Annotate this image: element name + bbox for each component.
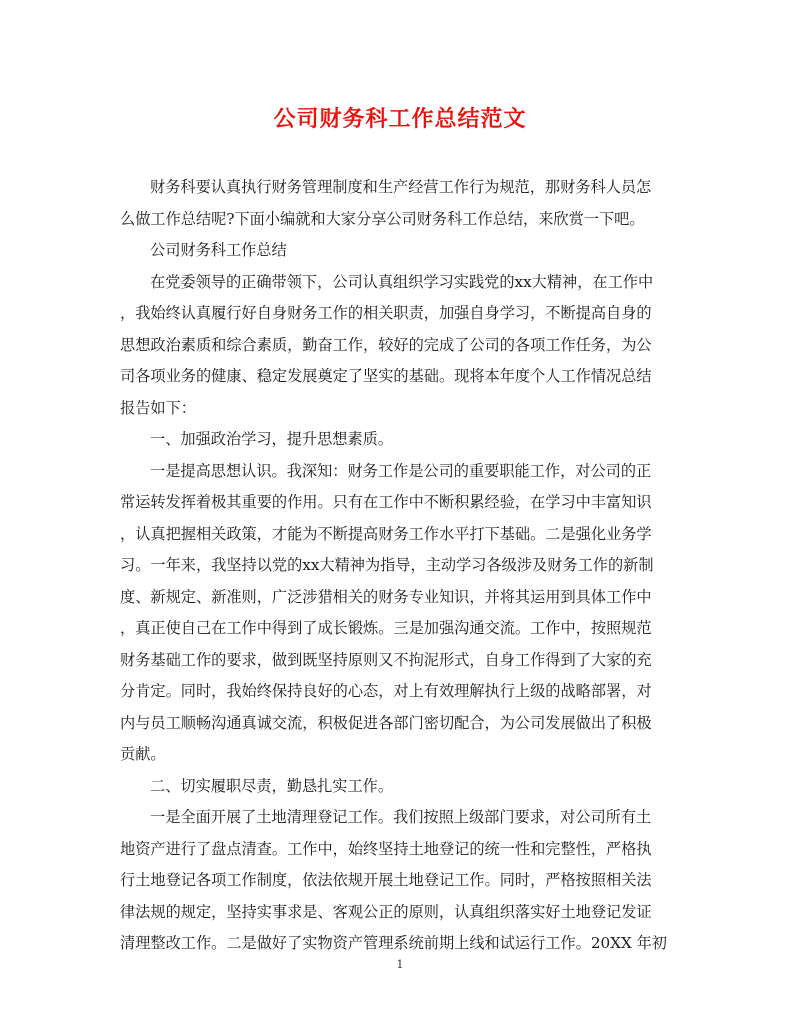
section-heading: 公司财务科工作总结 — [150, 241, 287, 259]
paragraph-line: 内与员工顺畅沟通真诚交流，积极促进各部门密切配合，为公司发展做出了积极 — [120, 713, 652, 732]
paragraph-line: 常运转发挥着极其重要的作用。只有在工作中不断积累经验，在学习中丰富知识 — [120, 493, 652, 511]
paragraph-line: 司各项业务的健康、稳定发展奠定了坚实的基础。现将本年度个人工作情况总结 — [120, 367, 652, 385]
paragraph-line: 一是提高思想认识。我深知：财务工作是公司的重要职能工作，对公司的正 — [150, 461, 652, 480]
section-heading: 二、切实履职尽责，勤恳扎实工作。 — [150, 776, 393, 795]
paragraph-line: 贡献。 — [120, 745, 166, 763]
paragraph-line: 思想政治素质和综合素质，勤奋工作，较好的完成了公司的各项工作任务，为公 — [120, 335, 652, 354]
paragraph-line: 地资产进行了盘点清查。工作中，始终坚持土地登记的统一性和完整性，严格执 — [120, 839, 652, 858]
paragraph-line: ，真正使自己在工作中得到了成长锻炼。三是加强沟通交流。工作中，按照规范 — [120, 619, 652, 637]
paragraph-line: 度、新规定、新准则，广泛涉猎相关的财务专业知识，并将其运用到具体工作中 — [120, 587, 652, 606]
paragraph-line: 在党委领导的正确带领下，公司认真组织学习实践党的xx大精神，在工作中 — [150, 272, 654, 291]
paragraph-line: 分肯定。同时，我始终保持良好的心态，对上有效理解执行上级的战略部署，对 — [120, 682, 652, 700]
page-number: 1 — [396, 958, 404, 971]
paragraph-line: 行土地登记各项工作制度，依法依规开展土地登记工作。同时，严格按照相关法 — [120, 871, 652, 889]
paragraph-line: 一是全面开展了土地清理登记工作。我们按照上级部门要求，对公司所有土 — [150, 808, 652, 826]
document-title: 公司财务科工作总结范文 — [273, 106, 527, 132]
paragraph-line: 么做工作总结呢?下面小编就和大家分享公司财务科工作总结，来欣赏一下吧。 — [120, 209, 645, 228]
section-heading: 一、加强政治学习，提升思想素质。 — [150, 430, 393, 448]
paragraph-line: 报告如下： — [120, 398, 196, 417]
paragraph-line: 清理整改工作。二是做好了实物资产管理系统前期上线和试运行工作。20XX 年初 — [120, 934, 667, 952]
paragraph-line: 律法规的规定，坚持实事求是、客观公正的原则，认真组织落实好土地登记发证 — [120, 902, 652, 921]
paragraph-line: 习。一年来，我坚持以党的xx大精神为指导，主动学习各级涉及财务工作的新制 — [120, 556, 654, 574]
paragraph-line: ，我始终认真履行好自身财务工作的相关职责，加强自身学习，不断提高自身的 — [120, 304, 652, 322]
paragraph-line: ，认真把握相关政策，才能为不断提高财务工作水平打下基础。二是强化业务学 — [120, 524, 652, 543]
paragraph-line: 财务科要认真执行财务管理制度和生产经营工作行为规范，那财务科人员怎 — [150, 178, 652, 196]
paragraph-line: 财务基础工作的要求，做到既坚持原则又不拘泥形式，自身工作得到了大家的充 — [120, 650, 652, 669]
document-body — [120, 172, 684, 960]
